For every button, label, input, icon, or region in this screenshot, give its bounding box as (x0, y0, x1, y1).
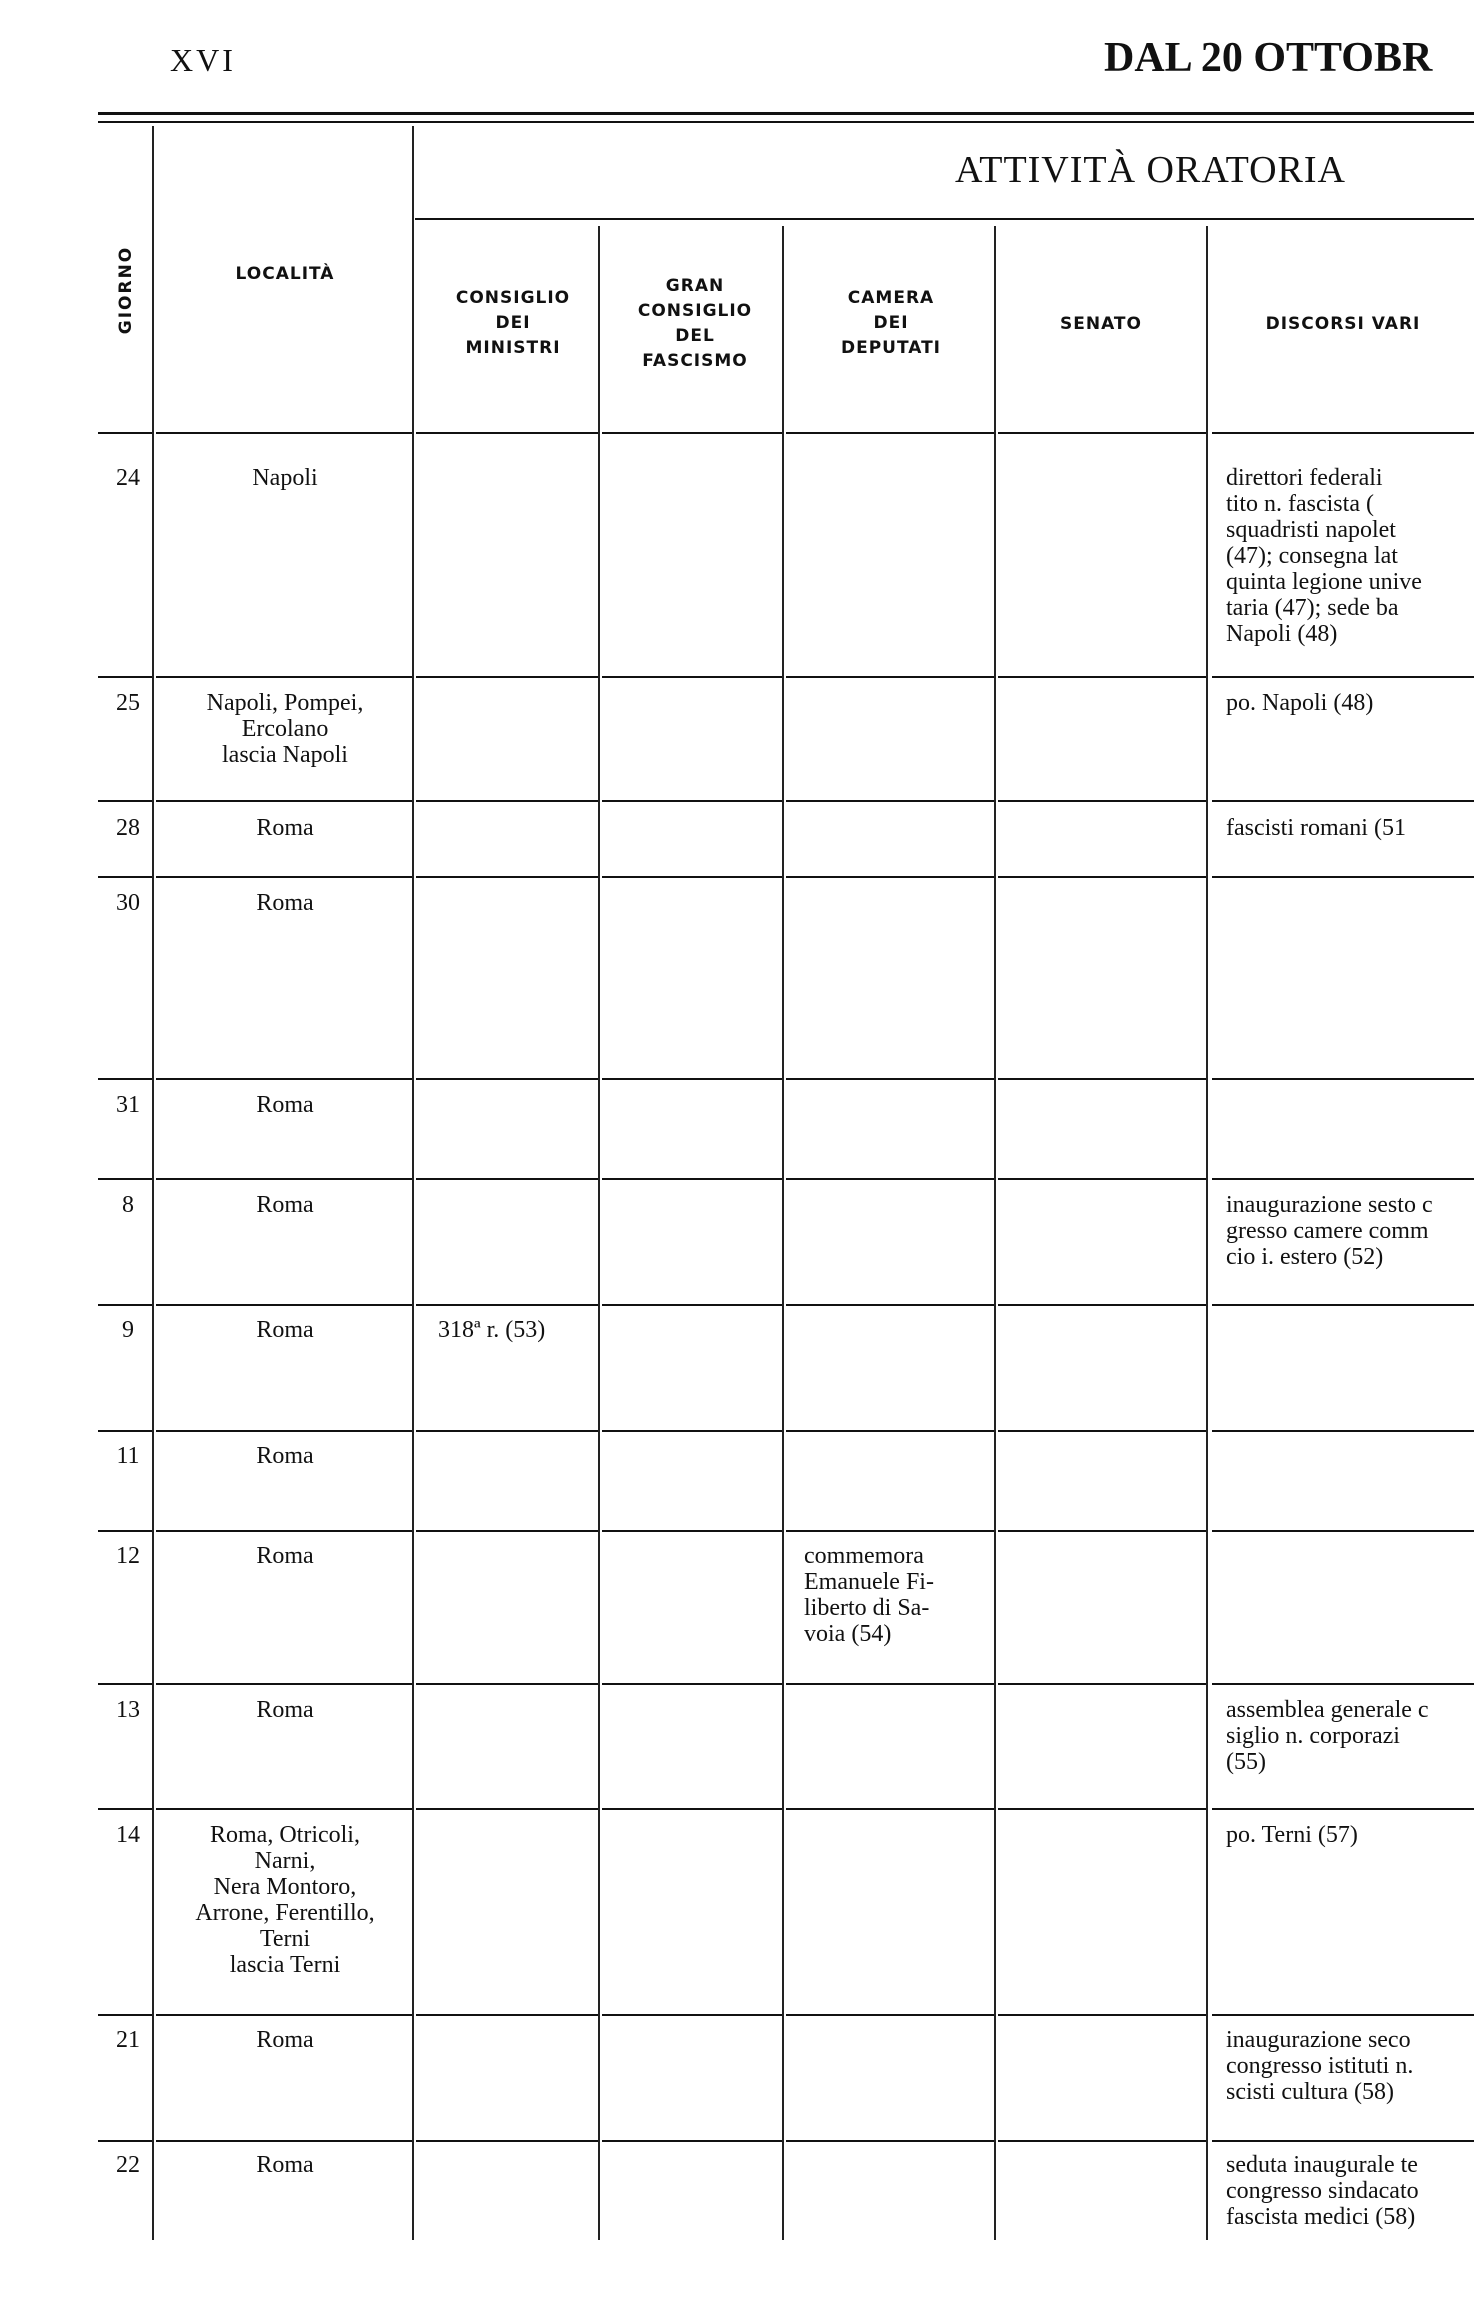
row-discorsi-line: po. Terni (57) (1226, 1822, 1358, 1848)
row-separator (602, 1178, 782, 1180)
row-separator (602, 2140, 782, 2142)
row-separator (416, 1078, 598, 1080)
row-discorsi-line: taria (47); sede ba (1226, 595, 1399, 621)
row-separator (416, 2140, 598, 2142)
row-separator (602, 1078, 782, 1080)
row-separator (786, 1530, 994, 1532)
row-localita-line: Roma (256, 1192, 314, 1218)
row-separator (98, 2014, 152, 2016)
row-separator (998, 2140, 1206, 2142)
row-localita-line: Terni (259, 1926, 311, 1952)
column-rule-5 (994, 226, 996, 2240)
row-separator (786, 1178, 994, 1180)
row-separator (998, 1178, 1206, 1180)
row-separator (1212, 2014, 1474, 2016)
row-separator (416, 800, 598, 802)
row-separator (786, 800, 994, 802)
row-localita (160, 1192, 410, 1218)
row-separator (98, 1683, 152, 1685)
row-localita-line: Nera Montoro, (213, 1874, 357, 1900)
row-separator (156, 800, 412, 802)
column-header-senato: SENATO (1060, 314, 1142, 334)
running-title: DAL 20 OTTOBR (1104, 35, 1433, 81)
row-separator (1212, 432, 1474, 434)
row-localita-line: Roma (256, 1092, 314, 1118)
column-header-giorno: GIORNO (116, 245, 136, 335)
row-separator (1212, 1178, 1474, 1180)
row-separator (156, 2014, 412, 2016)
row-separator (416, 676, 598, 678)
row-discorsi-line: gresso camere comm (1226, 1218, 1429, 1244)
row-separator (602, 676, 782, 678)
row-separator (786, 2014, 994, 2016)
section-title: ATTIVITÀ ORATORIA (955, 149, 1346, 191)
row-separator (98, 1078, 152, 1080)
row-separator (1212, 1304, 1474, 1306)
row-separator (416, 432, 598, 434)
row-separator (602, 1304, 782, 1306)
row-discorsi (1226, 1192, 1474, 1270)
row-discorsi-line: scisti cultura (58) (1226, 2079, 1394, 2105)
row-separator (602, 1530, 782, 1532)
row-separator (602, 800, 782, 802)
row-localita-line: Roma (256, 1543, 314, 1569)
row-discorsi-line: tito n. fascista ( (1226, 491, 1374, 517)
row-separator (416, 1683, 598, 1685)
row-camera-line: liberto di Sa- (804, 1595, 930, 1621)
row-separator (156, 1178, 412, 1180)
row-localita (160, 690, 410, 768)
row-separator (786, 876, 994, 878)
row-localita-line: Roma (256, 815, 314, 841)
row-separator (156, 1683, 412, 1685)
row-separator (98, 2140, 152, 2142)
row-separator (786, 676, 994, 678)
row-localita-line: Roma (256, 1697, 314, 1723)
row-separator (786, 1304, 994, 1306)
row-separator (786, 1683, 994, 1685)
row-separator (98, 1808, 152, 1810)
row-discorsi-line: fascisti romani (51 (1226, 815, 1406, 841)
row-consiglio (438, 1317, 598, 1343)
row-discorsi-line: direttori federali (1226, 465, 1383, 491)
row-localita-line: Napoli (252, 465, 318, 491)
row-discorsi-line: assemblea generale c (1226, 1697, 1429, 1723)
row-separator (998, 676, 1206, 678)
row-separator (998, 1808, 1206, 1810)
row-localita (160, 1443, 410, 1469)
row-localita (160, 1697, 410, 1723)
page-number: XVI (170, 42, 236, 78)
row-separator (602, 1683, 782, 1685)
row-discorsi-line: inaugurazione seco (1226, 2027, 1411, 2053)
row-separator (998, 1683, 1206, 1685)
row-separator (98, 1304, 152, 1306)
row-discorsi (1226, 815, 1474, 841)
row-separator (1212, 800, 1474, 802)
row-discorsi-line: Napoli (48) (1226, 621, 1338, 647)
column-header-gran-consiglio: GRAN CONSIGLIO DEL FASCISMO (637, 276, 753, 371)
row-separator (998, 432, 1206, 434)
row-camera-line: voia (54) (804, 1621, 892, 1647)
row-localita-line: Roma (256, 2152, 314, 2178)
row-separator (98, 1430, 152, 1432)
row-localita-line: Napoli, Pompei, (206, 690, 364, 716)
row-camera (804, 1543, 994, 1647)
row-discorsi-line: cio i. estero (52) (1226, 1244, 1384, 1270)
row-separator (156, 676, 412, 678)
row-localita-line: Ercolano (241, 716, 329, 742)
row-day: 21 (116, 2027, 140, 2053)
row-separator (156, 1808, 412, 1810)
row-separator (998, 800, 1206, 802)
row-day: 25 (116, 690, 140, 716)
row-separator (416, 1530, 598, 1532)
row-separator (156, 1078, 412, 1080)
row-day: 22 (116, 2152, 140, 2178)
row-separator (1212, 1808, 1474, 1810)
column-rule-4 (782, 226, 784, 2240)
row-separator (786, 432, 994, 434)
column-rule-3 (598, 226, 600, 2240)
row-discorsi-line: po. Napoli (48) (1226, 690, 1374, 716)
column-rule-2 (412, 126, 414, 2240)
row-discorsi-line: fascista medici (58) (1226, 2204, 1416, 2230)
row-separator (602, 1808, 782, 1810)
row-day: 12 (116, 1543, 140, 1569)
row-separator (98, 676, 152, 678)
row-separator (98, 800, 152, 802)
row-localita-line: Roma (256, 1317, 314, 1343)
row-localita-line: Roma, Otricoli, (210, 1822, 360, 1848)
row-day: 8 (122, 1192, 134, 1218)
row-separator (416, 1430, 598, 1432)
row-consiglio-line: 318ª r. (53) (438, 1317, 546, 1343)
row-localita (160, 1317, 410, 1343)
column-header-consiglio: CONSIGLIO DEI MINISTRI (455, 288, 571, 358)
row-day: 28 (116, 815, 140, 841)
row-separator (156, 1430, 412, 1432)
row-separator (416, 1808, 598, 1810)
column-rule-1 (152, 126, 154, 2240)
row-separator (998, 1078, 1206, 1080)
row-separator (1212, 876, 1474, 878)
row-localita (160, 1092, 410, 1118)
row-separator (156, 1530, 412, 1532)
row-localita-line: Roma (256, 2027, 314, 2053)
row-discorsi (1226, 2152, 1474, 2230)
row-discorsi (1226, 465, 1474, 647)
section-title-underline (415, 218, 1474, 220)
row-discorsi-line: congresso istituti n. (1226, 2053, 1414, 2079)
row-localita-line: lascia Terni (229, 1952, 341, 1978)
row-discorsi-line: quinta legione unive (1226, 569, 1422, 595)
row-separator (1212, 2140, 1474, 2142)
row-localita (160, 2152, 410, 2178)
row-separator (416, 1304, 598, 1306)
row-separator (602, 876, 782, 878)
row-discorsi (1226, 1697, 1474, 1775)
row-discorsi-line: (55) (1226, 1749, 1266, 1775)
row-localita-line: Roma (256, 1443, 314, 1469)
row-separator (998, 2014, 1206, 2016)
row-separator (1212, 1430, 1474, 1432)
row-separator (416, 876, 598, 878)
row-discorsi-line: congresso sindacato (1226, 2178, 1419, 2204)
row-separator (786, 2140, 994, 2142)
row-localita (160, 815, 410, 841)
row-separator (602, 1430, 782, 1432)
row-separator (998, 1430, 1206, 1432)
row-separator (786, 1808, 994, 1810)
row-separator (416, 2014, 598, 2016)
row-separator (1212, 1530, 1474, 1532)
row-separator (156, 432, 412, 434)
row-separator (156, 876, 412, 878)
row-day: 11 (116, 1443, 140, 1469)
row-discorsi-line: siglio n. corporazi (1226, 1723, 1400, 1749)
row-localita (160, 1822, 410, 1978)
row-separator (1212, 676, 1474, 678)
row-localita (160, 465, 410, 491)
row-separator (98, 876, 152, 878)
row-day: 24 (116, 465, 140, 491)
row-day: 14 (116, 1822, 140, 1848)
row-discorsi-line: seduta inaugurale te (1226, 2152, 1418, 2178)
row-discorsi-line: inaugurazione sesto c (1226, 1192, 1433, 1218)
row-discorsi-line: (47); consegna lat (1226, 543, 1398, 569)
row-localita-line: Narni, (254, 1848, 316, 1874)
row-separator (998, 876, 1206, 878)
row-day: 13 (116, 1697, 140, 1723)
row-localita-line: Roma (256, 890, 314, 916)
column-header-discorsi: DISCORSI VARI (1265, 314, 1421, 334)
row-separator (786, 1078, 994, 1080)
header-rule-top (98, 112, 1474, 115)
row-day: 31 (116, 1092, 140, 1118)
row-discorsi (1226, 2027, 1474, 2105)
row-separator (1212, 1683, 1474, 1685)
row-discorsi (1226, 690, 1474, 716)
row-separator (998, 1530, 1206, 1532)
row-camera-line: commemora (804, 1543, 924, 1569)
row-localita (160, 1543, 410, 1569)
row-camera-line: Emanuele Fi- (804, 1569, 934, 1595)
row-localita-line: lascia Napoli (222, 742, 348, 768)
header-rule-bottom (98, 121, 1474, 123)
row-separator (786, 1430, 994, 1432)
column-header-camera: CAMERA DEI DEPUTATI (840, 288, 942, 358)
row-separator (1212, 1078, 1474, 1080)
column-header-localita: LOCALITÀ (235, 264, 335, 284)
row-separator (156, 2140, 412, 2142)
row-separator (998, 1304, 1206, 1306)
row-separator (602, 432, 782, 434)
row-separator (156, 1304, 412, 1306)
row-day: 9 (122, 1317, 134, 1343)
row-localita (160, 2027, 410, 2053)
row-day: 30 (116, 890, 140, 916)
row-discorsi (1226, 1822, 1474, 1848)
row-separator (602, 2014, 782, 2016)
row-discorsi-line: squadristi napolet (1226, 517, 1396, 543)
row-separator (98, 432, 152, 434)
row-localita (160, 890, 410, 916)
row-separator (98, 1530, 152, 1532)
row-localita-line: Arrone, Ferentillo, (195, 1900, 375, 1926)
row-separator (98, 1178, 152, 1180)
column-rule-6 (1206, 226, 1208, 2240)
row-separator (416, 1178, 598, 1180)
